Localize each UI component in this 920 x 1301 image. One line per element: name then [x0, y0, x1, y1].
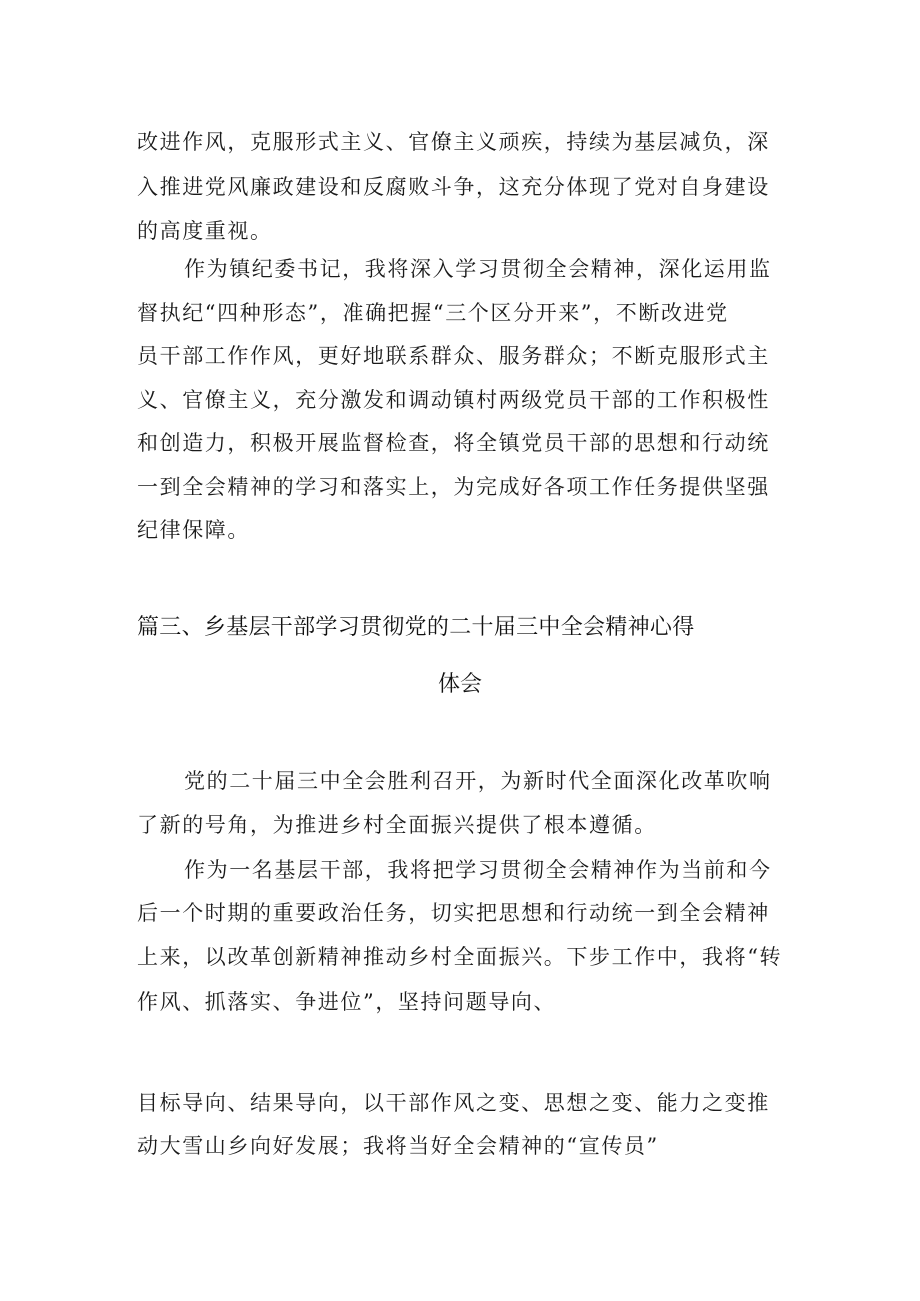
- text-line: 一到全会精神的学习和落实上，为完成好各项工作任务提供坚强: [137, 475, 770, 499]
- text-line: 员干部工作作风，更好地联系群众、服务群众；不断克服形式主: [137, 344, 770, 368]
- text-line: 作为一名基层干部，我将把学习贯彻全会精神作为当前和今: [184, 858, 772, 882]
- heading-line-2: 体会: [438, 672, 483, 697]
- text-line: 纪律保障。: [137, 518, 250, 542]
- text-line: 作为镇纪委书记，我将深入学习贯彻全会精神，深化运用监: [184, 257, 772, 281]
- text-line: 作风、抓落实、争进位”，坚持问题导向、: [137, 990, 557, 1014]
- text-line: 义、官僚主义，充分激发和调动镇村两级党员干部的工作积极性: [137, 388, 770, 412]
- text-line: 和创造力，积极开展监督检查，将全镇党员干部的思想和行动统: [137, 431, 770, 455]
- text-line: 目标导向、结果导向，以干部作风之变、思想之变、能力之变推: [137, 1091, 770, 1115]
- text-line: 后一个时期的重要政治任务，切实把思想和行动统一到全会精神: [137, 901, 770, 925]
- text-line: 改进作风，克服形式主义、官僚主义顽疾，持续为基层减负，深: [137, 130, 770, 154]
- text-line: 督执纪“四种形态”，准确把握“三个区分开来”，不断改进党: [137, 301, 729, 325]
- text-line: 动大雪山乡向好发展；我将当好全会精神的“宣传员”: [137, 1134, 659, 1158]
- heading-line-1: 篇三、乡基层干部学习贯彻党的二十届三中全会精神心得: [137, 615, 695, 640]
- text-line: 党的二十届三中全会胜利召开，为新时代全面深化改革吹响: [184, 769, 772, 793]
- text-line: 上来，以改革创新精神推动乡村全面振兴。下步工作中，我将“转: [137, 945, 783, 969]
- text-line: 了新的号角，为推进乡村全面振兴提供了根本遵循。: [137, 813, 657, 837]
- text-line: 的高度重视。: [137, 219, 273, 243]
- text-line: 入推进党风廉政建设和反腐败斗争，这充分体现了党对自身建设: [137, 175, 770, 199]
